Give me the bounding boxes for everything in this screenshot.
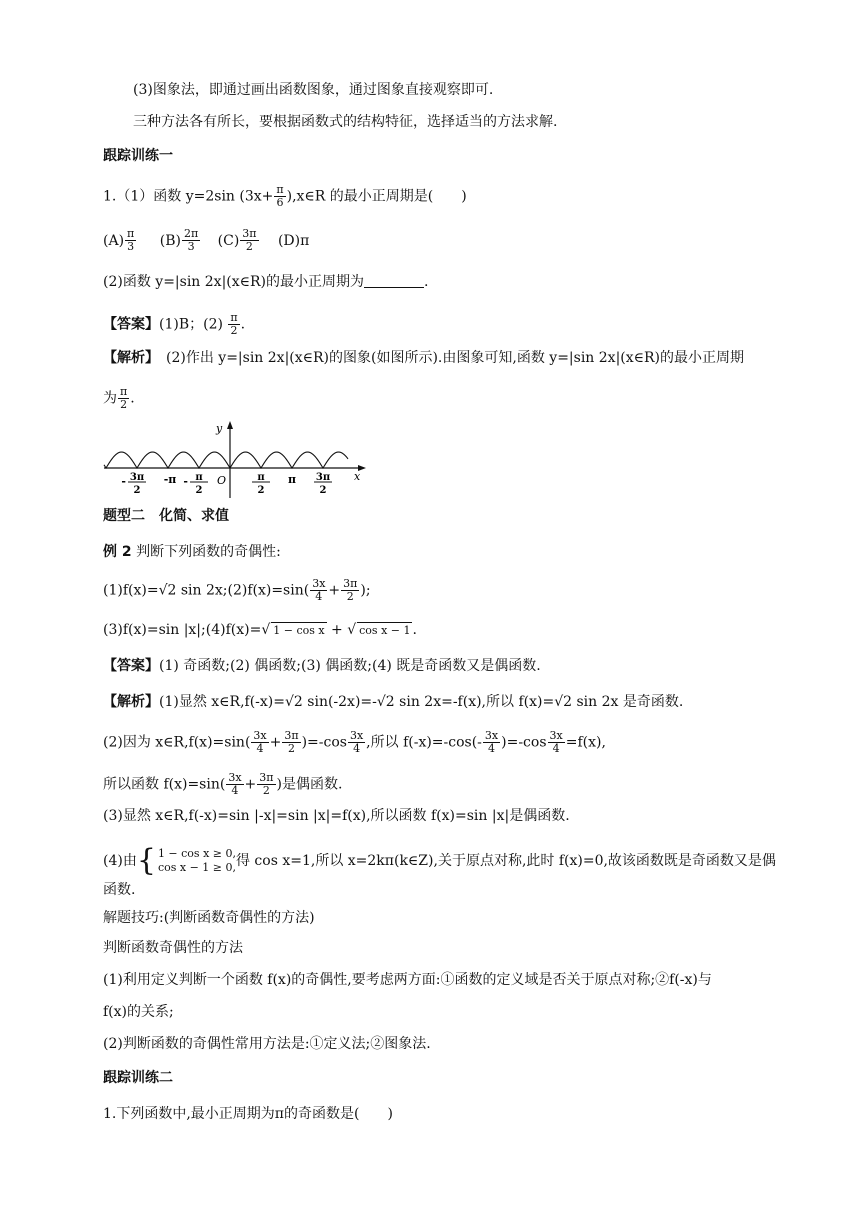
x-tick-label (121, 472, 146, 496)
tips-subtitle: 判断函数奇偶性的方法 (103, 940, 243, 956)
answer-2: 【答案】(1) 奇函数;(2) 偶函数;(3) 偶函数;(4) 既是奇函数又是偶函数. (103, 658, 541, 674)
explanation-2-4-cont: 函数. (103, 882, 136, 898)
x-axis-label: x (354, 470, 361, 483)
explanation-2-1: 【解析】(1)显然 x∈R,f(-x)=√2 sin(-2x)=-√2 sin 2x=-f(x),所以 f(x)=√2 sin 2x 是奇函数. (103, 694, 684, 710)
answer-blank (364, 273, 424, 288)
svg-text:-: - (183, 475, 188, 488)
example-2: 例 2 判断下列函数的奇偶性: (103, 544, 281, 560)
svg-text:π: π (287, 473, 297, 486)
explanation-1: 【解析】 (2)作出 y=|sin 2x|(x∈R)的图象(如图所示).由图象可知,函数 y=|sin 2x|(x∈R)的最小正周期 (103, 350, 745, 366)
explanation-2-4: (4)由 { 1 − cos x ≥ 0, cos x − 1 ≥ 0, 得 cos x=1,所以 x=2kπ(k∈Z),关于原点对称,此时 f(x)=0,故该函数既是奇函数又是偶 (103, 843, 776, 878)
explanation-2-3: (3)显然 x∈R,f(-x)=sin |-x|=sin |x|=f(x),所以函数 f(x)=sin |x|是偶函数. (103, 808, 570, 824)
option-a: (A) $\frac{\pi}{3}$ (103, 227, 135, 253)
svg-text:3π: 3π (315, 472, 331, 483)
method-3-text: (3)图象法，即通过画出函数图象，通过图象直接观察即可. (133, 82, 494, 98)
x-tick-labels (121, 472, 332, 496)
y-axis-arrow (227, 421, 233, 429)
origin-label: O (217, 474, 227, 487)
answer-1: 【答案】(1)B；(2) $\frac{\pi}{2}$ . (103, 311, 246, 337)
x-tick-label (183, 472, 208, 496)
svg-text:2: 2 (319, 485, 327, 496)
svg-text:π: π (195, 472, 203, 483)
option-d: (D)π (277, 232, 310, 249)
x-tick-label (314, 472, 332, 496)
abs-sin-graph (100, 418, 380, 500)
x-tick-label (164, 473, 177, 486)
svg-text:3π: 3π (129, 472, 145, 483)
summary-text: 三种方法各有所长，要根据函数式的结构特征，选择适当的方法求解. (133, 114, 558, 130)
training-one-title: 跟踪训练一 (103, 148, 173, 164)
svg-text:-: - (121, 475, 126, 488)
question-1-2: (2)函数 y=|sin 2x|(x∈R)的最小正周期为 . (103, 274, 429, 290)
functions-1-2: (1)f(x)=√2 sin 2x;(2)f(x)=sin( $\frac{3x}{4}$ + $\frac{3\pi}{2}$ ); (103, 577, 371, 603)
tips-point-1-cont: f(x)的关系; (103, 1004, 174, 1020)
inequality-system: { 1 − cos x ≥ 0, cos x − 1 ≥ 0, (136, 843, 236, 878)
question-1-1: 1.（1）函数 y=2sin (3x+ $\frac{\pi}{6}$ ),x∈R 的最小正周期是( ) (103, 183, 467, 209)
explanation-1-cont: 为 $\frac{\pi}{2}$ . (103, 385, 135, 411)
option-b: (B) $\frac{2\pi}{3}$ (159, 227, 199, 253)
tips-title: 解题技巧:(判断函数奇偶性的方法) (103, 910, 315, 926)
y-axis-label: y (216, 422, 223, 435)
tips-point-1: (1)利用定义判断一个函数 f(x)的奇偶性,要考虑两方面:①函数的定义域是否关于原点对称;②f(-x)与 (103, 972, 712, 988)
svg-text:2: 2 (195, 485, 203, 496)
svg-text:2: 2 (257, 485, 265, 496)
training-two-title: 跟踪训练二 (103, 1070, 173, 1086)
explanation-2-2: (2)因为 x∈R,f(x)=sin( $\frac{3x}{4}$ + $\frac{3\pi}{2}$ )=-cos $\frac{3x}{4}$ ,所以 f(-x)=-cos(- $\frac{3x}{4}$ )=-cos $\frac{3x}{4}$ =f(x), (103, 729, 606, 755)
x-tick-label (288, 473, 296, 486)
functions-3-4: (3)f(x)=sin |x|;(4)f(x)=√ 1 − cos x + √ cos x − 1 . (103, 622, 417, 638)
type-two-title: 题型二 化简、求值 (103, 508, 229, 524)
svg-text:-π: -π (163, 473, 177, 486)
question-2-1: 1.下列函数中,最小正周期为π的奇函数是( ) (103, 1106, 393, 1122)
options-row (103, 228, 309, 253)
svg-text:π: π (257, 472, 265, 483)
x-tick-label (252, 472, 270, 496)
option-c: (C) $\frac{3\pi}{2}$ (217, 227, 257, 253)
abs-sin-curve (104, 452, 348, 468)
tips-point-2: (2)判断函数的奇偶性常用方法是:①定义法;②图象法. (103, 1036, 431, 1052)
svg-text:2: 2 (133, 485, 141, 496)
explanation-2-2-cont: 所以函数 f(x)=sin( $\frac{3x}{4}$ + $\frac{3\pi}{2}$ )是偶函数. (103, 771, 343, 797)
